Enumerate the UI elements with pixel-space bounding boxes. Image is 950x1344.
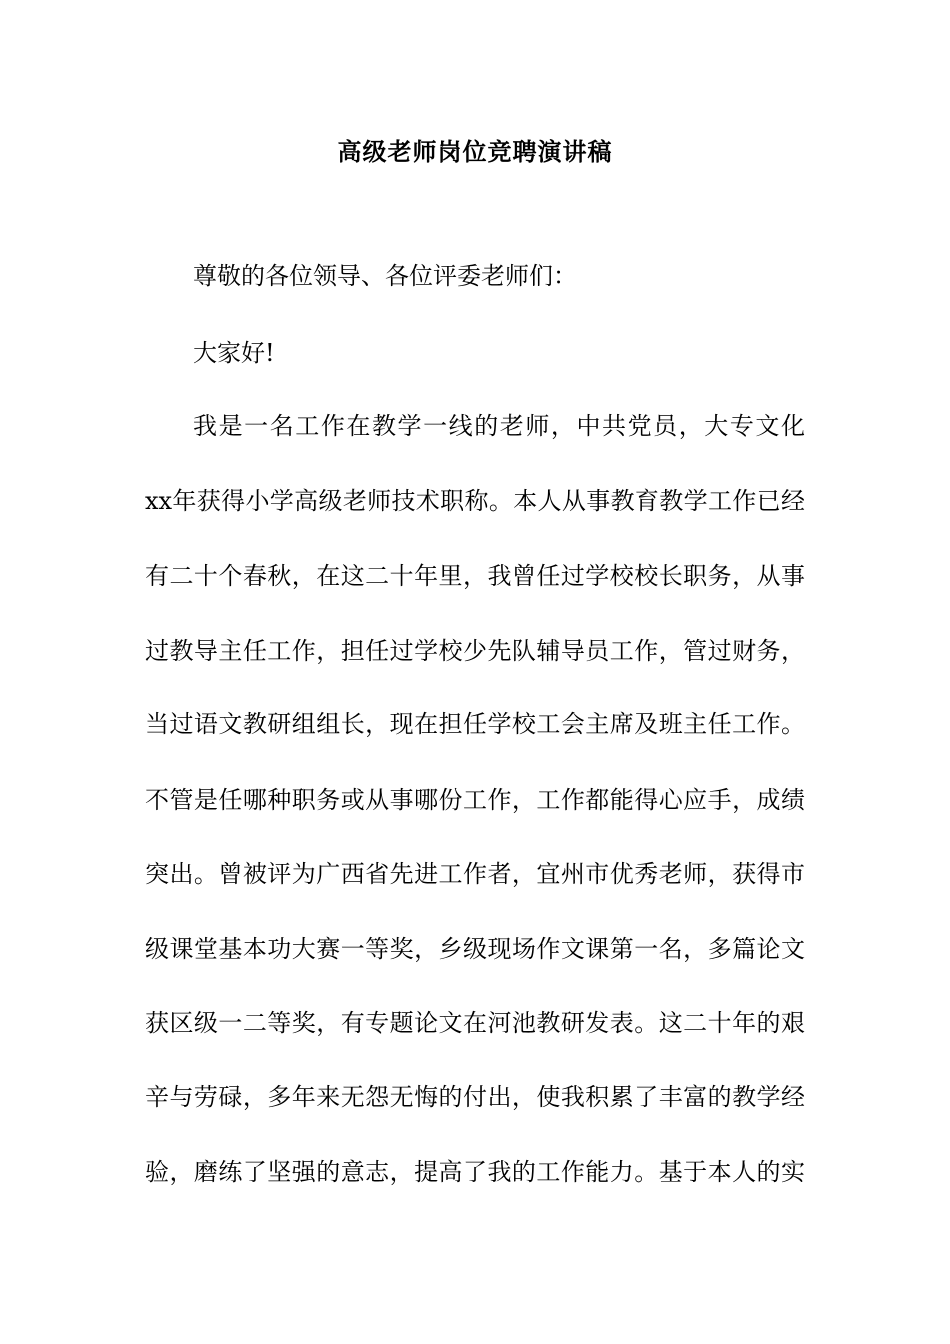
body-line-10: 辛与劳碌，多年来无怨无悔的付出，使我积累了丰富的教学经 xyxy=(145,1083,805,1111)
body-line-9: 获区级一二等奖，有专题论文在河池教研发表。这二十年的艰 xyxy=(145,1009,805,1037)
salutation-line: 尊敬的各位领导、各位评委老师们： xyxy=(193,262,577,290)
body-line-7: 突出。曾被评为广西省先进工作者，宜州市优秀老师，获得市 xyxy=(145,860,805,888)
body-line-1: 我是一名工作在教学一线的老师，中共党员，大专文化 xyxy=(193,412,805,440)
body-line-8: 级课堂基本功大赛一等奖，乡级现场作文课第一名，多篇论文 xyxy=(145,935,805,963)
body-line-5: 当过语文教研组组长，现在担任学校工会主席及班主任工作。 xyxy=(145,710,805,738)
body-line-6: 不管是任哪种职务或从事哪份工作，工作都能得心应手，成绩 xyxy=(145,786,805,814)
body-line-2: xx年获得小学高级老师技术职称。本人从事教育教学工作已经 xyxy=(145,487,805,515)
greeting-line: 大家好! xyxy=(193,339,275,367)
document-title: 高级老师岗位竞聘演讲稿 xyxy=(337,137,613,166)
body-line-4: 过教导主任工作，担任过学校少先队辅导员工作，管过财务， xyxy=(145,637,805,665)
body-line-3: 有二十个春秋，在这二十年里，我曾任过学校校长职务，从事 xyxy=(145,562,805,590)
body-line-11: 验，磨练了坚强的意志，提高了我的工作能力。基于本人的实 xyxy=(145,1158,805,1186)
